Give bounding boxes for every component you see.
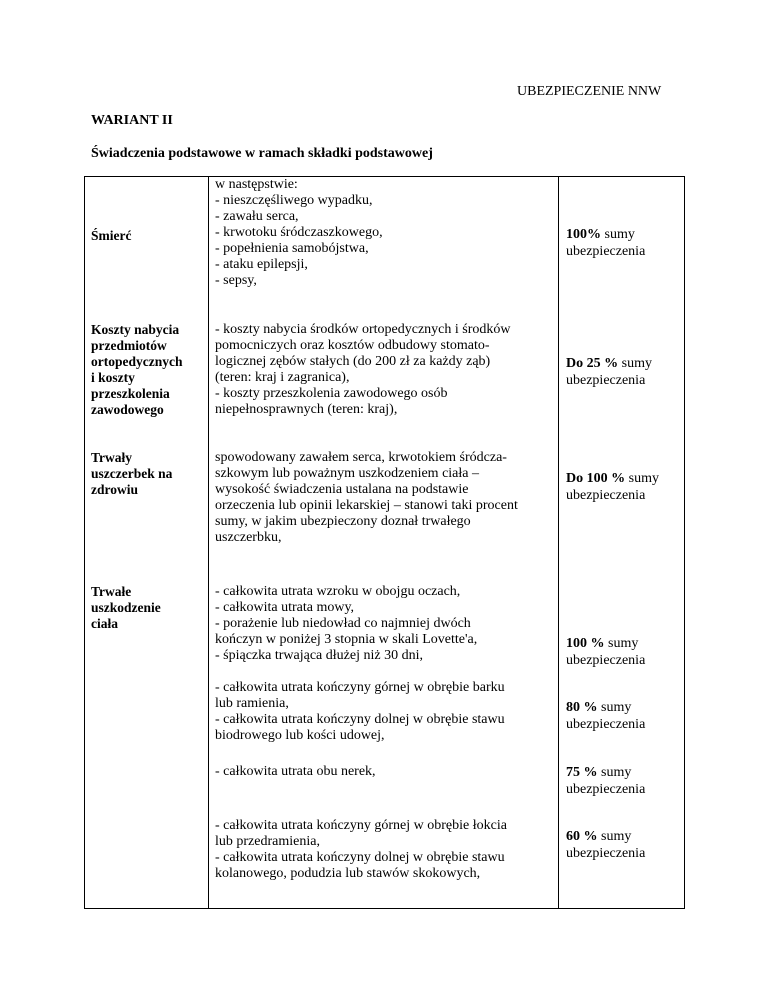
row-description-line: - całkowita utrata mowy, xyxy=(215,600,355,615)
row-description-line: - nieszczęśliwego wypadku, xyxy=(215,193,373,208)
row-description-line: orzeczenia lub opinii lekarskiej – stanowi taki procent xyxy=(215,498,518,513)
row-description-line: - całkowita utrata kończyny górnej w obrębie łokcia xyxy=(215,818,507,833)
benefit-unit: sumy xyxy=(597,829,632,844)
row-description-line: - całkowita utrata obu nerek, xyxy=(215,764,376,779)
benefit-percent: Do 25 % xyxy=(566,356,619,371)
document-title: UBEZPIECZENIE NNW xyxy=(517,84,662,99)
row-label xyxy=(91,450,201,498)
row-description-line: kolanowego, podudzia lub stawów skokowych, xyxy=(215,866,481,881)
row-description-line: szkowym lub poważnym uszkodzeniem ciała – xyxy=(215,466,479,481)
benefit-value xyxy=(566,226,676,260)
benefit-percent: 100 % xyxy=(566,636,605,651)
benefit-unit-line2: ubezpieczenia xyxy=(566,373,646,388)
row-description-line: - śpiączka trwająca dłużej niż 30 dni, xyxy=(215,648,423,663)
section-heading: Świadczenia podstawowe w ramach składki podstawowej xyxy=(91,146,433,161)
row-description-line: - ataku epilepsji, xyxy=(215,257,308,272)
row-description-line: - całkowita utrata kończyny dolnej w obrębie stawu xyxy=(215,850,505,865)
row-description-line: lub przedramienia, xyxy=(215,834,320,849)
benefit-percent: Do 100 % xyxy=(566,471,626,486)
row-label-line: zdrowiu xyxy=(91,482,139,497)
row-label-line: przedmiotów xyxy=(91,338,167,353)
benefit-unit-line2: ubezpieczenia xyxy=(566,244,646,259)
variant-heading: WARIANT II xyxy=(91,113,173,128)
row-description-line: (teren: kraj i zagranica), xyxy=(215,370,350,385)
benefit-percent: 80 % xyxy=(566,700,598,715)
row-description-line: - popełnienia samobójstwa, xyxy=(215,241,369,256)
benefit-value xyxy=(566,764,676,798)
benefit-unit: sumy xyxy=(625,471,659,486)
benefit-percent: 75 % xyxy=(566,765,598,780)
row-label-line: Koszty nabycia xyxy=(91,322,180,337)
row-description-line: pomocniczych oraz kosztów odbudowy stomato- xyxy=(215,338,490,353)
row-description xyxy=(215,177,555,289)
row-label-line: i koszty xyxy=(91,370,135,385)
row-label xyxy=(91,322,201,418)
row-description-line: - całkowita utrata kończyny dolnej w obrębie stawu xyxy=(215,712,505,727)
row-description xyxy=(215,450,555,546)
row-description-line: uszczerbku, xyxy=(215,530,282,545)
row-label-line: uszczerbek na xyxy=(91,466,173,481)
row-description-line: - koszty przeszkolenia zawodowego osób xyxy=(215,386,448,401)
benefit-value xyxy=(566,635,676,669)
benefit-unit: sumy xyxy=(597,765,632,780)
benefit-value xyxy=(566,470,676,504)
row-description-line: lub ramienia, xyxy=(215,696,289,711)
row-description-line: - całkowita utrata wzroku w obojgu oczach, xyxy=(215,584,461,599)
row-description-line: - krwotoku śródczaszkowego, xyxy=(215,225,383,240)
benefit-percent: 60 % xyxy=(566,829,598,844)
row-label xyxy=(91,228,201,244)
row-description-line: biodrowego lub kości udowej, xyxy=(215,728,385,743)
row-label-line: Śmierć xyxy=(91,228,132,243)
row-description xyxy=(215,818,555,882)
row-label-line: uszkodzenie xyxy=(91,600,161,615)
row-description xyxy=(215,584,555,664)
row-description-line: niepełnosprawnych (teren: kraj), xyxy=(215,402,398,417)
row-label-line: ciała xyxy=(91,616,118,631)
row-description-line: kończyn w poniżej 3 stopnia w skali Lovette'a, xyxy=(215,632,478,647)
row-description-line: - koszty nabycia środków ortopedycznych i środków xyxy=(215,322,511,337)
row-description-line: logicznej zębów stałych (do 200 zł za każdy ząb) xyxy=(215,354,491,369)
row-description-line: - zawału serca, xyxy=(215,209,299,224)
row-label-line: Trwałe xyxy=(91,584,132,599)
row-description-line: - porażenie lub niedowład co najmniej dwóch xyxy=(215,616,471,631)
benefit-unit-line2: ubezpieczenia xyxy=(566,782,646,797)
row-description xyxy=(215,764,555,780)
row-description-line: spowodowany zawałem serca, krwotokiem śródcza- xyxy=(215,450,507,465)
row-description xyxy=(215,322,555,418)
row-description-line: - sepsy, xyxy=(215,273,257,288)
benefit-value xyxy=(566,828,676,862)
benefit-unit: sumy xyxy=(618,356,652,371)
benefit-unit-line2: ubezpieczenia xyxy=(566,717,646,732)
row-description-line: - całkowita utrata kończyny górnej w obrębie barku xyxy=(215,680,505,695)
row-label-line: przeszkolenia xyxy=(91,386,170,401)
benefit-percent: 100% xyxy=(566,227,601,242)
benefit-unit: sumy xyxy=(597,700,632,715)
benefit-value xyxy=(566,355,676,389)
benefit-unit: sumy xyxy=(601,227,635,242)
row-description-line: w następstwie: xyxy=(215,177,298,192)
row-label-line: Trwały xyxy=(91,450,132,465)
row-description-line: sumy, w jakim ubezpieczony doznał trwałego xyxy=(215,514,471,529)
row-description-line: wysokość świadczenia ustalana na podstawie xyxy=(215,482,469,497)
benefit-unit-line2: ubezpieczenia xyxy=(566,488,646,503)
row-label xyxy=(91,584,201,632)
benefit-unit: sumy xyxy=(604,636,639,651)
row-description xyxy=(215,680,555,744)
benefit-unit-line2: ubezpieczenia xyxy=(566,846,646,861)
row-label-line: zawodowego xyxy=(91,402,164,417)
row-label-line: ortopedycznych xyxy=(91,354,183,369)
benefit-unit-line2: ubezpieczenia xyxy=(566,653,646,668)
benefit-value xyxy=(566,699,676,733)
